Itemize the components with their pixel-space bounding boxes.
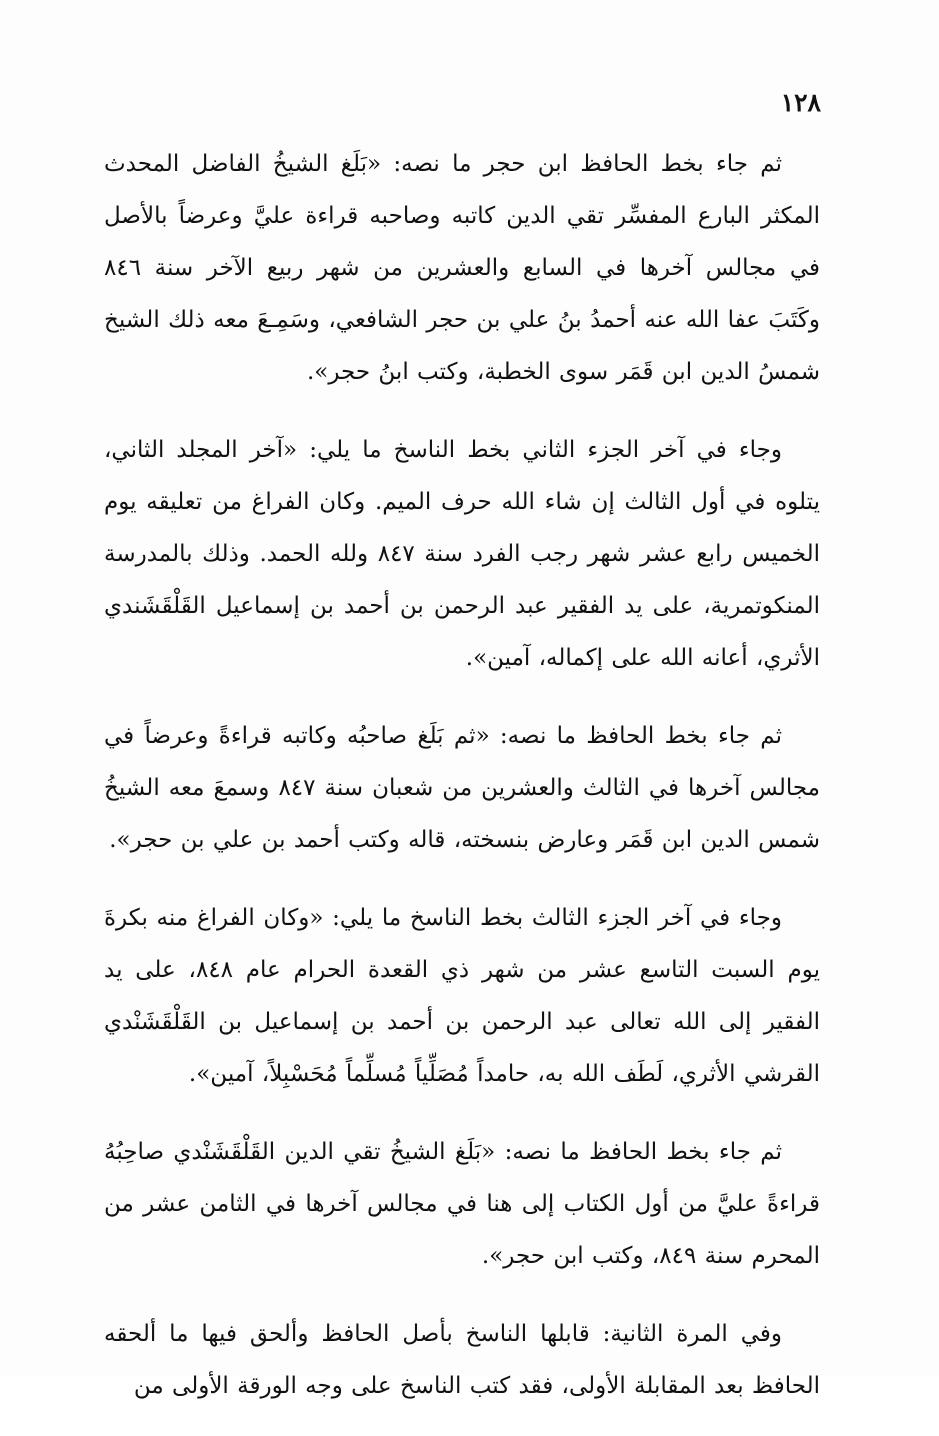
paragraph-5: ثم جاء بخط الحافظ ما نصه: «بَلَغ الشيخُ تقي الدين القَلْقَشَنْدي صاحِبُهُ قراءةً عليَّ من أول الكتاب إلى هنا في مجالس آخرها في الثامن عشر من المحرم سنة ٨٤٩، وكتب ابن حجر». bbox=[104, 1139, 820, 1269]
paragraph-4: وجاء في آخر الجزء الثالث بخط الناسخ ما يلي: «وكان الفراغ منه بكرةَ يوم السبت التاسع عشر من شهر ذي القعدة الحرام عام ٨٤٨، على يد الفقير إلى الله تعالى عبد الرحمن بن أحمد بن إسماعيل بن القَلْقَشَنْدي القرشي الأثري، لَطَف الله به، حامداً مُصَلِّياً مُسلِّماً مُحَسْبِلاً، آمين». bbox=[104, 905, 820, 1087]
page-body bbox=[104, 138, 820, 1436]
page-number: ١٢٨ bbox=[780, 88, 821, 117]
paragraph-2: وجاء في آخر الجزء الثاني بخط الناسخ ما يلي: «آخر المجلد الثاني، يتلوه في أول الثالث إن شاء الله حرف الميم. وكان الفراغ من تعليقه يوم الخميس رابع عشر شهر رجب الفرد سنة ٨٤٧ ولله الحمد. وذلك بالمدرسة المنكوتمرية، على يد الفقير عبد الرحمن بن أحمد بن إسماعيل القَلْقَشَندي الأثري، أعانه الله على إكماله، آمين». bbox=[104, 437, 820, 671]
paragraph-6: وفي المرة الثانية: قابلها الناسخ بأصل الحافظ وألحق فيها ما ألحقه الحافظ بعد المقابلة الأولى، فقد كتب الناسخ على وجه الورقة الأولى من bbox=[104, 1321, 820, 1399]
paragraph-1: ثم جاء بخط الحافظ ابن حجر ما نصه: «بَلَغ الشيخُ الفاضل المحدث المكثر البارع المفسِّر تقي الدين كاتبه وصاحبه قراءة عليَّ وعرضاً بالأصل في مجالس آخرها في السابع والعشرين من شهر ربيع الآخر سنة ٨٤٦ وكَتَبَ عفا الله عنه أحمدُ بنُ علي بن حجر الشافعي، وسَمِـعَ معه ذلك الشيخ شمسُ الدين ابن قَمَر سوى الخطبة، وكتب ابنُ حجر». bbox=[104, 151, 820, 385]
paragraph-3: ثم جاء بخط الحافظ ما نصه: «ثم بَلَغ صاحبُه وكاتبه قراءةً وعرضاً في مجالس آخرها في الثالث والعشرين من شعبان سنة ٨٤٧ وسمعَ معه الشيخُ شمس الدين ابن قَمَر وعارض بنسخته، قاله وكتب أحمد بن علي بن حجر». bbox=[104, 723, 820, 853]
